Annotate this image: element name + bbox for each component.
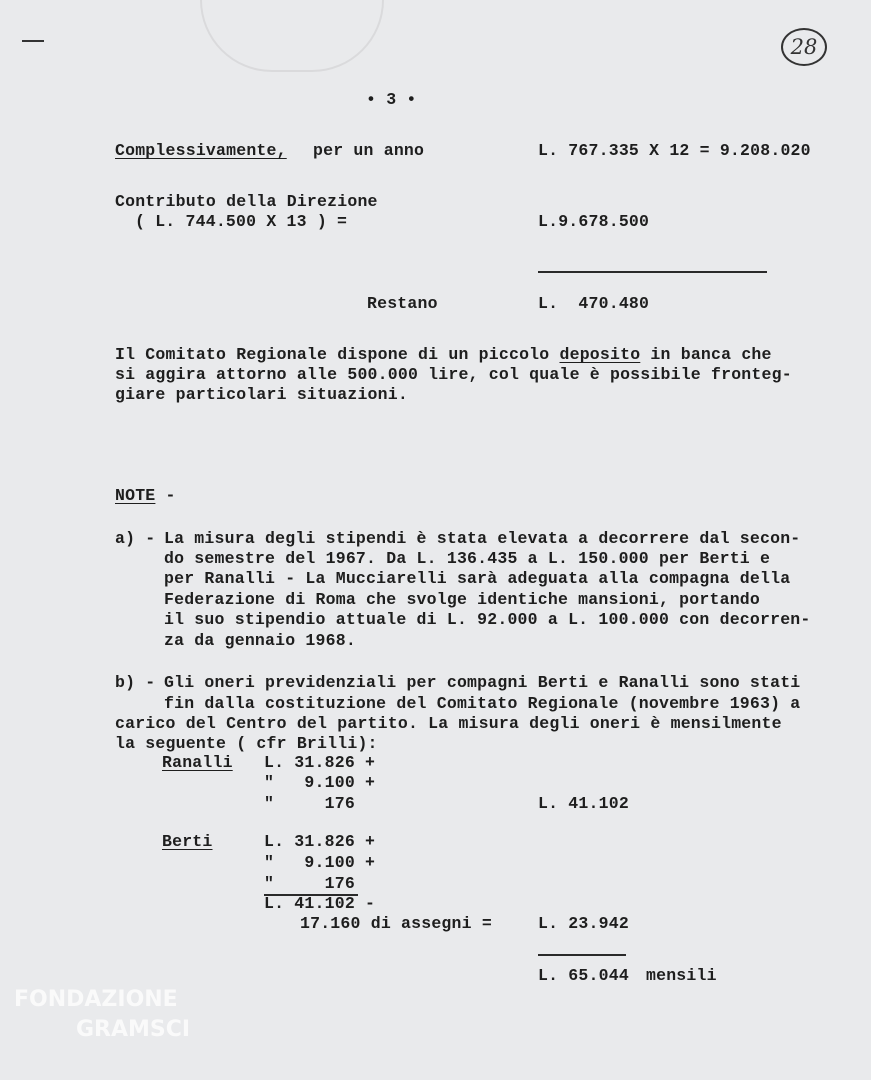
page-number: • 3 •	[366, 90, 417, 109]
remaining-label: Restano	[367, 294, 438, 313]
total-period: per un anno	[313, 141, 425, 160]
note-b-line: carico del Centro del partito. La misura degli oneri è mensilmente	[115, 714, 782, 733]
deposit-line-3: giare particolari situazioni.	[115, 385, 408, 404]
notes-heading-text: NOTE	[115, 486, 156, 505]
note-b-marker: b) -	[115, 673, 156, 692]
total-label: Complessivamente,	[115, 141, 287, 160]
note-a-line: il suo stipendio attuale di L. 92.000 a L. 100.000 con decorren-	[164, 610, 811, 629]
ranalli-line: L. 31.826 +	[264, 753, 376, 772]
berti-name: Berti	[162, 832, 213, 851]
note-b-line: la seguente ( cfr Brilli):	[115, 734, 378, 753]
contribution-value: L.9.678.500	[538, 212, 650, 231]
archive-number-stamp: 28	[781, 28, 827, 66]
note-a-line: per Ranalli - La Mucciarelli sarà adeguata alla compagna della	[164, 569, 791, 588]
note-b-line: Gli oneri previdenziali per compagni Berti e Ranalli sono stati	[164, 673, 801, 692]
berti-line: " 176	[264, 874, 355, 893]
contribution-calculation: ( L. 744.500 X 13 ) =	[135, 212, 348, 231]
deposit-line-1	[115, 345, 772, 365]
total-calculation: L. 767.335 X 12 = 9.208.020	[538, 141, 811, 160]
deposit-line-1-end: in banca che	[640, 345, 772, 364]
note-a-line: do semestre del 1967. Da L. 136.435 a L. 150.000 per Berti e	[164, 549, 771, 568]
grand-total-unit: mensili	[646, 966, 717, 985]
berti-net: L. 23.942	[538, 914, 629, 933]
remaining-value: L. 470.480	[538, 294, 650, 313]
ranalli-line: " 176	[264, 794, 355, 813]
notes-heading-dash: -	[155, 486, 176, 505]
notes-heading	[115, 486, 176, 506]
watermark-line-1: FONDAZIONE	[14, 987, 178, 1012]
foundation-watermark	[14, 985, 190, 1045]
deposit-line-1-start: Il Comitato Regionale dispone di un piccolo	[115, 345, 560, 364]
note-a-line: Federazione di Roma che svolge identiche mansioni, portando	[164, 590, 760, 609]
berti-line: " 9.100 +	[264, 853, 376, 872]
contribution-label: Contributo della Direzione	[115, 192, 378, 211]
note-a-line: La misura degli stipendi è stata elevata a decorrere dal secon-	[164, 529, 801, 548]
deposit-underlined-word: deposito	[559, 345, 641, 364]
berti-subtotal: L. 41.102 -	[264, 894, 376, 913]
note-a-marker: a) -	[115, 529, 156, 548]
sum-rule	[538, 271, 767, 273]
note-b-line: fin dalla costituzione del Comitato Regionale (novembre 1963) a	[164, 694, 801, 713]
grand-total: L. 65.044	[538, 966, 629, 985]
faded-stamp-graphic	[200, 0, 384, 72]
grand-total-rule	[538, 954, 626, 956]
ranalli-line: " 9.100 +	[264, 773, 376, 792]
deposit-line-2: si aggira attorno alle 500.000 lire, col quale è possibile fronteg-	[115, 365, 792, 384]
ranalli-total: L. 41.102	[538, 794, 629, 813]
margin-mark	[22, 40, 44, 42]
berti-deduction: 17.160 di assegni =	[300, 914, 492, 933]
note-a-line: za da gennaio 1968.	[164, 631, 356, 650]
ranalli-name: Ranalli	[162, 753, 233, 772]
berti-line: L. 31.826 +	[264, 832, 376, 851]
watermark-line-2: GRAMSCI	[76, 1017, 191, 1042]
